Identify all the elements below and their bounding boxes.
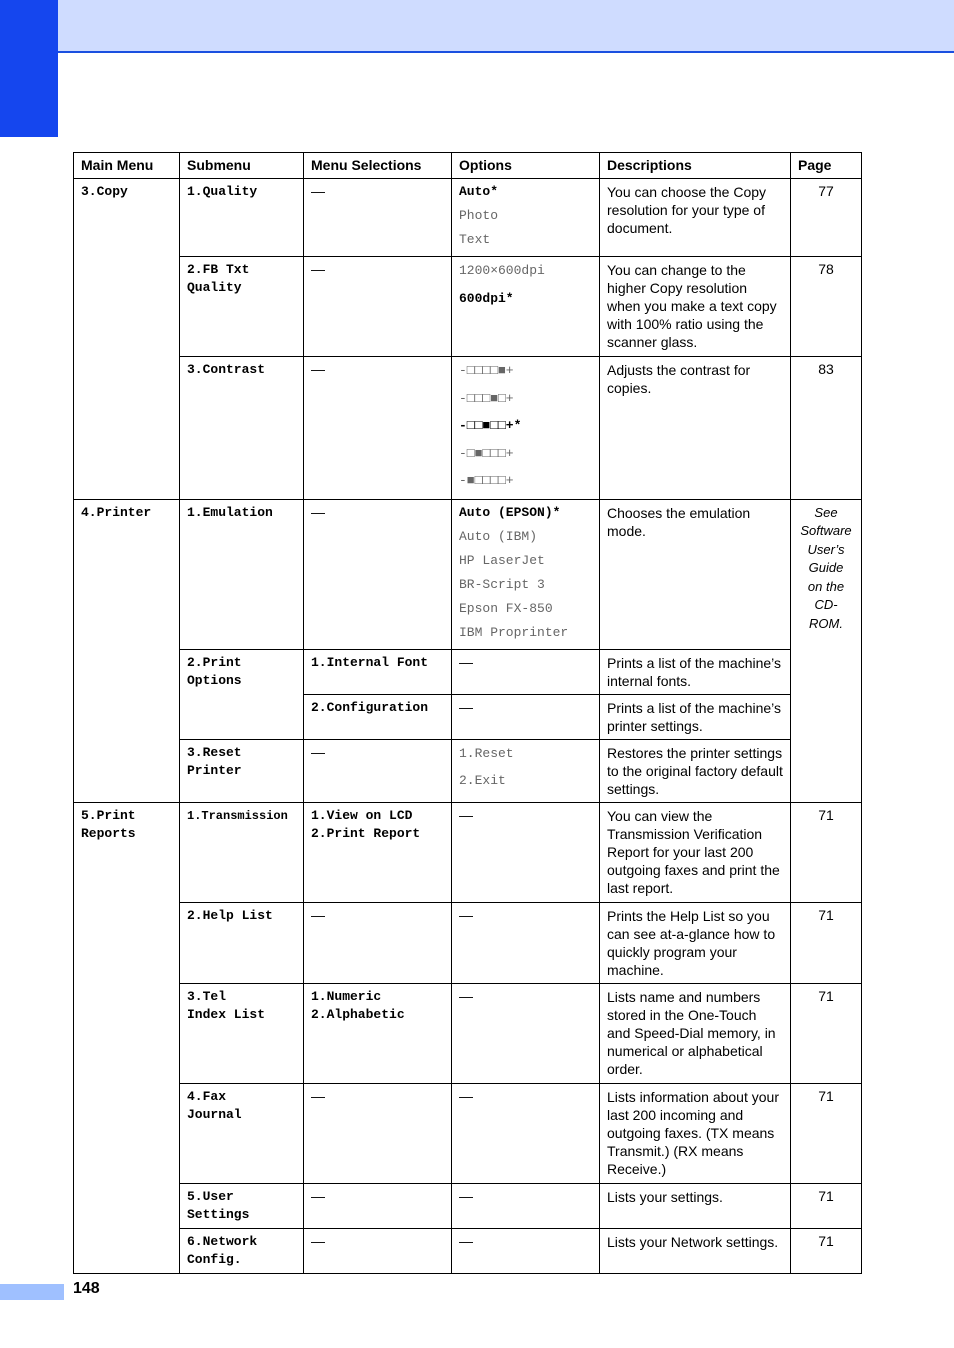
table-row xyxy=(74,499,862,649)
table-row xyxy=(74,357,862,500)
option-item: Auto* xyxy=(459,184,499,199)
header-submenu: Submenu xyxy=(180,153,304,179)
page-ref: 71 xyxy=(791,802,862,902)
selection-line: 1.Numeric xyxy=(311,988,382,1004)
menu-selection: — xyxy=(304,179,452,257)
option-item: -□□□□■+ xyxy=(459,363,514,378)
table-row xyxy=(74,257,862,357)
submenu-line: 6.Network xyxy=(187,1233,258,1249)
menu-selection: — xyxy=(304,902,452,983)
submenu-quality: 1.Quality xyxy=(180,179,304,257)
selection-line: 1.View on LCD xyxy=(311,807,413,823)
table-row xyxy=(74,802,862,902)
page-ref: 71 xyxy=(791,902,862,983)
submenu-line: 5.User xyxy=(187,1188,234,1204)
option-item: -■□□□□+ xyxy=(459,473,514,488)
ref-line: Software xyxy=(800,523,852,538)
header-descriptions: Descriptions xyxy=(600,153,791,179)
description: You can view the Transmission Verification Report for your last 200 outgoing faxes and print the last report. xyxy=(600,802,791,902)
header-page: Page xyxy=(791,153,862,179)
selection-configuration: 2.Configuration xyxy=(304,694,452,739)
table-row xyxy=(74,739,862,802)
header-menu-selections: Menu Selections xyxy=(304,153,452,179)
submenu-network-config xyxy=(180,1228,304,1273)
ref-line: See xyxy=(814,504,838,520)
submenu-line: 4.Fax xyxy=(187,1088,227,1104)
menu-selection: — xyxy=(304,1183,452,1228)
submenu-line: Options xyxy=(187,672,242,688)
options-cell: — xyxy=(452,902,600,983)
description: Chooses the emulation mode. xyxy=(600,499,791,649)
option-item: 1200×600dpi xyxy=(459,263,545,278)
description: Lists your Network settings. xyxy=(600,1228,791,1273)
description: Adjusts the contrast for copies. xyxy=(600,357,791,500)
page-ref: 78 xyxy=(791,257,862,357)
ref-line: Guide xyxy=(808,560,844,575)
table-row xyxy=(74,1228,862,1273)
selection-internal-font: 1.Internal Font xyxy=(304,649,452,694)
table-row xyxy=(74,1183,862,1228)
description: Prints a list of the machine’s printer settings. xyxy=(600,694,791,739)
submenu-user-settings xyxy=(180,1183,304,1228)
selection-line: 2.Print Report xyxy=(311,825,421,841)
main-menu-line: Reports xyxy=(81,825,136,841)
submenu-line: Quality xyxy=(187,280,242,295)
main-menu-line: 5.Print xyxy=(81,807,136,823)
menu-selection: — xyxy=(304,499,452,649)
submenu-line: Config. xyxy=(187,1251,242,1267)
ref-line: User’s xyxy=(807,541,845,557)
option-item: Epson FX-850 xyxy=(459,600,553,616)
selection-line: 2.Alphabetic xyxy=(311,1006,405,1022)
submenu-line: 3.Reset xyxy=(187,744,242,760)
options-cell xyxy=(452,357,600,500)
option-item: 1.Reset xyxy=(459,745,514,761)
page-ref: 83 xyxy=(791,357,862,500)
table-row xyxy=(74,983,862,1083)
main-menu-printer: 4.Printer xyxy=(74,499,180,802)
submenu-contrast: 3.Contrast xyxy=(180,357,304,500)
submenu-line: 2.FB Txt xyxy=(187,262,250,277)
table-row xyxy=(74,179,862,257)
options-cell: — xyxy=(452,694,600,739)
page-ref: 71 xyxy=(791,1228,862,1273)
menu-table xyxy=(73,152,862,1274)
submenu-reset-printer xyxy=(180,739,304,802)
options-cell: — xyxy=(452,1183,600,1228)
options-cell xyxy=(452,179,600,257)
ref-line: CD-ROM. xyxy=(809,597,843,631)
main-menu-print-reports xyxy=(74,802,180,1273)
options-cell xyxy=(452,739,600,802)
header-band xyxy=(0,0,954,53)
options-cell: — xyxy=(452,1083,600,1183)
options-cell: — xyxy=(452,983,600,1083)
menu-selection: — xyxy=(304,1228,452,1273)
submenu-transmission: 1.Transmission xyxy=(180,802,304,902)
header-main-menu: Main Menu xyxy=(74,153,180,179)
option-item: IBM Proprinter xyxy=(459,624,569,640)
main-menu-copy: 3.Copy xyxy=(74,179,180,500)
page-number-bar xyxy=(0,1284,64,1300)
description: Lists information about your last 200 incoming and outgoing faxes. (TX means Transmit.) (RX means Receive.) xyxy=(600,1083,791,1183)
menu-selection: — xyxy=(304,257,452,357)
page-number: 148 xyxy=(73,1280,100,1297)
options-cell xyxy=(452,257,600,357)
menu-selection xyxy=(304,802,452,902)
description: You can choose the Copy resolution for your type of document. xyxy=(600,179,791,257)
option-item: -□□■□□+* xyxy=(459,418,522,433)
submenu-tel-index-list xyxy=(180,983,304,1083)
option-item: Photo xyxy=(459,208,499,223)
option-item: Auto (EPSON)* xyxy=(459,504,561,520)
ref-line: on the xyxy=(807,578,845,594)
submenu-line: Journal xyxy=(187,1106,242,1122)
menu-selection: — xyxy=(304,739,452,802)
option-item: Auto (IBM) xyxy=(459,528,538,544)
submenu-line: 2.Print xyxy=(187,654,242,670)
options-cell: — xyxy=(452,649,600,694)
page-ref: 71 xyxy=(791,983,862,1083)
description: Prints a list of the machine’s internal fonts. xyxy=(600,649,791,694)
table-row xyxy=(74,1083,862,1183)
option-item: -□□□■□+ xyxy=(459,390,514,406)
option-item: Text xyxy=(459,232,491,247)
page-ref: 77 xyxy=(791,179,862,257)
table-row xyxy=(74,649,862,694)
page-ref: 71 xyxy=(791,1183,862,1228)
options-cell: — xyxy=(452,802,600,902)
menu-selection: — xyxy=(304,1083,452,1183)
chapter-tab xyxy=(0,0,58,137)
submenu-print-options xyxy=(180,649,304,739)
description: Lists name and numbers stored in the One-Touch and Speed-Dial memory, in numerical or alphabetical order. xyxy=(600,983,791,1083)
description: You can change to the higher Copy resolution when you make a text copy with 100% ratio using the scanner glass. xyxy=(600,257,791,357)
submenu-emulation: 1.Emulation xyxy=(180,499,304,649)
menu-selection xyxy=(304,983,452,1083)
option-item: 600dpi* xyxy=(459,290,514,306)
option-item: BR-Script 3 xyxy=(459,576,545,592)
description: Restores the printer settings to the original factory default settings. xyxy=(600,739,791,802)
option-item: 2.Exit xyxy=(459,773,506,788)
submenu-fb-txt-quality xyxy=(180,257,304,357)
submenu-line: 3.Tel xyxy=(187,988,227,1004)
header-options: Options xyxy=(452,153,600,179)
option-item: HP LaserJet xyxy=(459,552,545,568)
table-row xyxy=(74,902,862,983)
submenu-fax-journal xyxy=(180,1083,304,1183)
table-header-row xyxy=(74,153,862,179)
options-cell xyxy=(452,499,600,649)
see-software-guide-ref xyxy=(791,499,862,802)
options-cell: — xyxy=(452,1228,600,1273)
description: Prints the Help List so you can see at-a-glance how to quickly program your machine. xyxy=(600,902,791,983)
option-item: -□■□□□+ xyxy=(459,445,514,461)
submenu-line: Settings xyxy=(187,1206,250,1222)
description: Lists your settings. xyxy=(600,1183,791,1228)
menu-selection: — xyxy=(304,357,452,500)
submenu-help-list: 2.Help List xyxy=(180,902,304,983)
submenu-line: Printer xyxy=(187,762,242,778)
submenu-line: Index List xyxy=(187,1006,266,1022)
page-ref: 71 xyxy=(791,1083,862,1183)
